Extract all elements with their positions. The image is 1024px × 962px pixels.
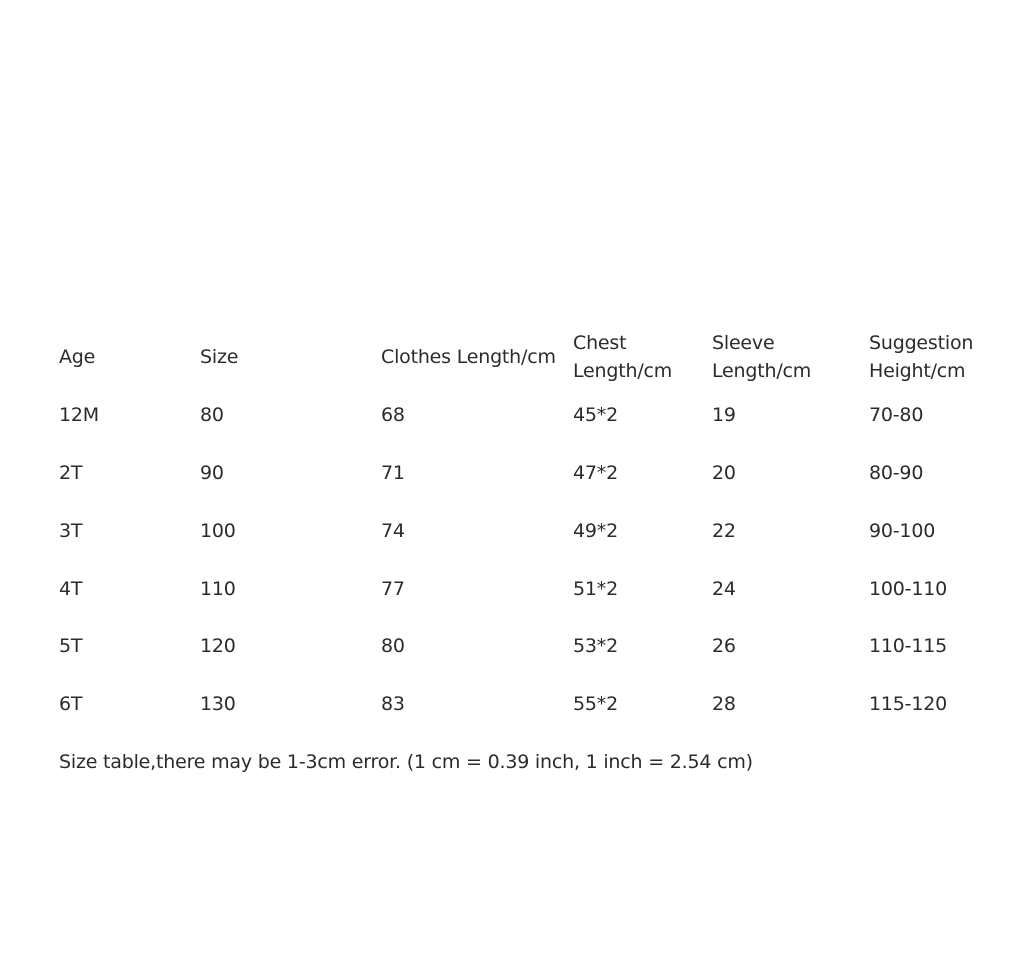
cell-sleeve-length: 20 [712,462,736,484]
cell-suggestion-height: 110-115 [869,635,947,657]
cell-sleeve-length: 24 [712,578,736,600]
cell-chest-length: 45*2 [573,404,618,426]
header-age: Age [59,346,96,368]
header-clothes-length: Clothes Length/cm [381,346,556,368]
cell-sleeve-length: 28 [712,693,736,715]
header-sleeve-length-line1: Sleeve [712,332,775,354]
cell-suggestion-height: 100-110 [869,578,947,600]
header-sleeve-length-line2: Length/cm [712,360,812,382]
cell-clothes-length: 71 [381,462,405,484]
cell-size: 80 [200,404,224,426]
cell-clothes-length: 80 [381,635,405,657]
cell-clothes-length: 74 [381,520,405,542]
cell-chest-length: 53*2 [573,635,618,657]
cell-age: 12M [59,404,99,426]
cell-age: 5T [59,635,83,657]
cell-clothes-length: 68 [381,404,405,426]
cell-suggestion-height: 90-100 [869,520,936,542]
header-suggestion-height-line1: Suggestion [869,332,974,354]
header-chest-length-line2: Length/cm [573,360,673,382]
cell-chest-length: 55*2 [573,693,618,715]
cell-chest-length: 51*2 [573,578,618,600]
cell-sleeve-length: 22 [712,520,736,542]
cell-size: 90 [200,462,224,484]
size-table-footnote: Size table,there may be 1-3cm error. (1 cm = 0.39 inch, 1 inch = 2.54 cm) [59,751,753,773]
cell-suggestion-height: 80-90 [869,462,924,484]
cell-size: 130 [200,693,236,715]
cell-size: 120 [200,635,236,657]
cell-suggestion-height: 70-80 [869,404,924,426]
header-chest-length-line1: Chest [573,332,627,354]
cell-age: 3T [59,520,83,542]
header-size: Size [200,346,239,368]
cell-suggestion-height: 115-120 [869,693,947,715]
cell-clothes-length: 83 [381,693,405,715]
cell-age: 2T [59,462,83,484]
cell-sleeve-length: 26 [712,635,736,657]
cell-chest-length: 47*2 [573,462,618,484]
cell-size: 110 [200,578,236,600]
cell-chest-length: 49*2 [573,520,618,542]
cell-age: 4T [59,578,83,600]
cell-clothes-length: 77 [381,578,405,600]
cell-sleeve-length: 19 [712,404,736,426]
cell-age: 6T [59,693,83,715]
cell-size: 100 [200,520,236,542]
header-suggestion-height-line2: Height/cm [869,360,966,382]
